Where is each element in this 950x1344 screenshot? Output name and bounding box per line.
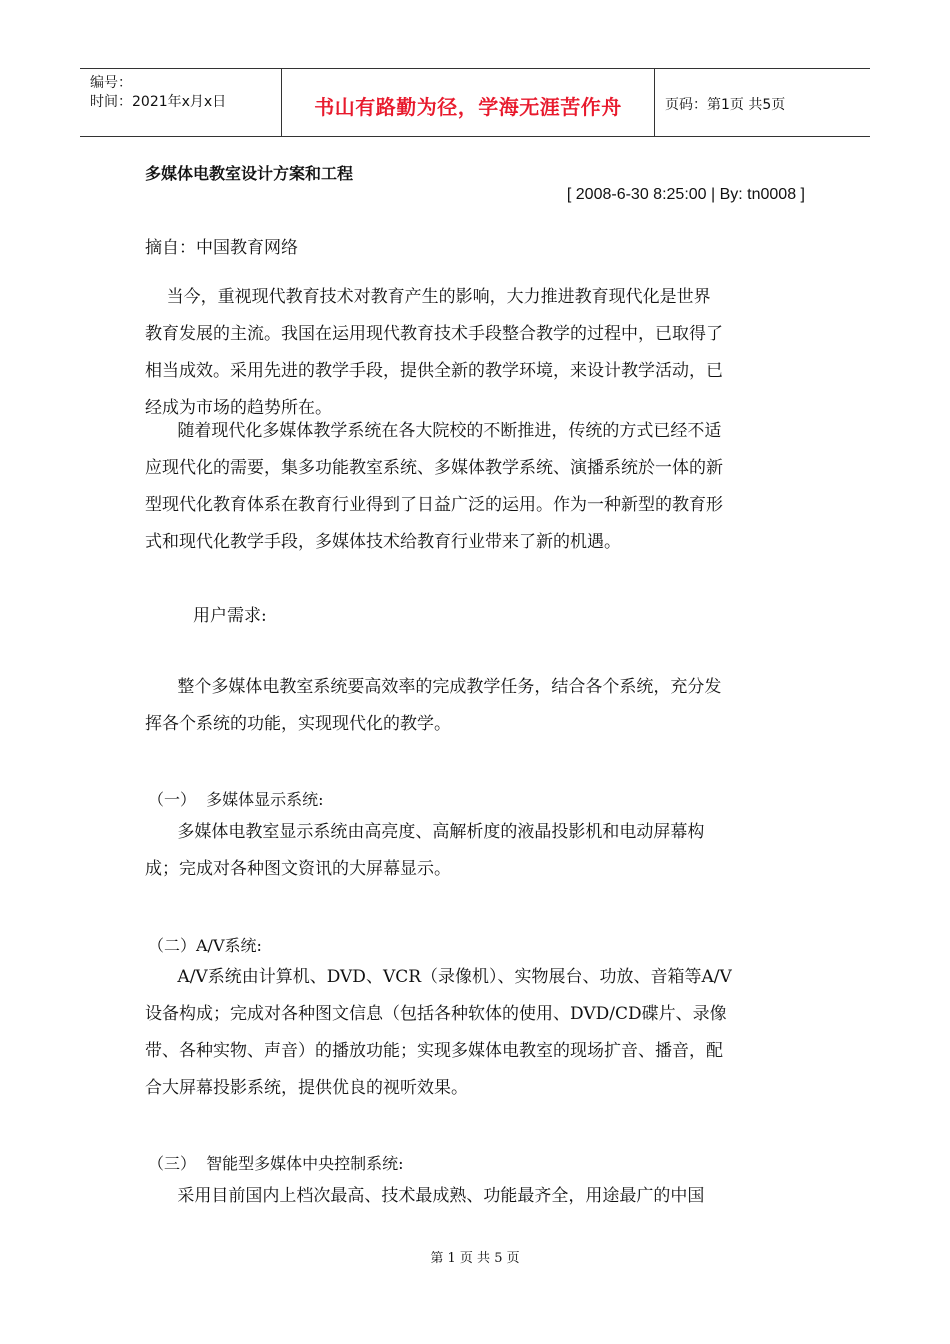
article-title: 多媒体电教室设计方案和工程: [145, 164, 354, 183]
paragraph-1: [145, 279, 810, 427]
paragraph-line: 随着现代化多媒体教学系统在各大院校的不断推进，传统的方式已经不适: [145, 421, 722, 441]
paragraph-line: 设备构成；完成对各种图文信息（包括各种软体的使用、DVD/CD碟片、录像: [145, 1004, 727, 1024]
header-page-cell: [655, 69, 870, 136]
paragraph-line: 教育发展的主流。我国在运用现代教育技术手段整合教学的过程中，已取得了: [145, 324, 723, 344]
paragraph-line: 合大屏幕投影系统，提供优良的视听效果。: [145, 1078, 468, 1098]
page-info: 页码：第1页 共5页: [665, 97, 786, 113]
paragraph-line: 采用目前国内上档次最高、技术最成熟、功能最齐全，用途最广的中国: [145, 1186, 705, 1206]
section-2-heading: （二）A/V系统:: [148, 936, 262, 955]
page-footer: 第 1 页 共 5 页: [430, 1251, 520, 1266]
paragraph-line: 挥各个系统的功能，实现现代化的教学。: [145, 714, 451, 734]
paragraph-line: A/V系统由计算机、DVD、VCR（录像机）、实物展台、功放、音箱等A/V: [145, 967, 732, 987]
paragraph-line: 整个多媒体电教室系统要高效率的完成教学任务，结合各个系统，充分发: [145, 677, 722, 697]
paragraph-line: 经成为市场的趋势所在。: [145, 398, 332, 418]
document-header: [80, 68, 870, 137]
section-2-body: [145, 959, 810, 1107]
paragraph-line: 带、各种实物、声音）的播放功能；实现多媒体电教室的现场扩音、播音，配: [145, 1041, 723, 1061]
paragraph-line: 当今，重视现代教育技术对教育产生的影响，大力推进教育现代化是世界: [145, 287, 711, 307]
paragraph-line: 式和现代化教学手段，多媒体技术给教育行业带来了新的机遇。: [145, 532, 621, 552]
section-3-body: [145, 1178, 810, 1215]
article-source: 摘自：中国教育网络: [145, 238, 298, 258]
user-requirements-heading: 用户需求:: [193, 606, 267, 626]
paragraph-line: 应现代化的需要，集多功能教室系统、多媒体教学系统、演播系统於一体的新: [145, 458, 723, 478]
paragraph-2: [145, 413, 810, 561]
section-3-heading: （三） 智能型多媒体中央控制系统:: [148, 1154, 404, 1173]
paragraph-3: [145, 669, 810, 743]
section-1-body: [145, 814, 810, 888]
paragraph-line: 成；完成对各种图文资讯的大屏幕显示。: [145, 859, 451, 879]
paragraph-line: 型现代化教育体系在教育行业得到了日益广泛的运用。作为一种新型的教育形: [145, 495, 723, 515]
article-meta: [ 2008-6-30 8:25:00 | By: tn0008 ]: [566, 186, 805, 203]
section-1-heading: （一） 多媒体显示系统:: [148, 790, 324, 809]
number-label: 编号：: [90, 75, 132, 91]
motto: 书山有路勤为径，学海无涯苦作舟: [314, 95, 622, 119]
paragraph-line: 多媒体电教室显示系统由高亮度、高解析度的液晶投影机和电动屏幕构: [145, 822, 705, 842]
header-motto-cell: [282, 69, 655, 136]
paragraph-line: 相当成效。采用先进的教学手段，提供全新的教学环境，来设计教学活动，已: [145, 361, 723, 381]
header-info-cell: [80, 69, 282, 136]
date-label: 时间：2021年x月x日: [90, 94, 227, 110]
